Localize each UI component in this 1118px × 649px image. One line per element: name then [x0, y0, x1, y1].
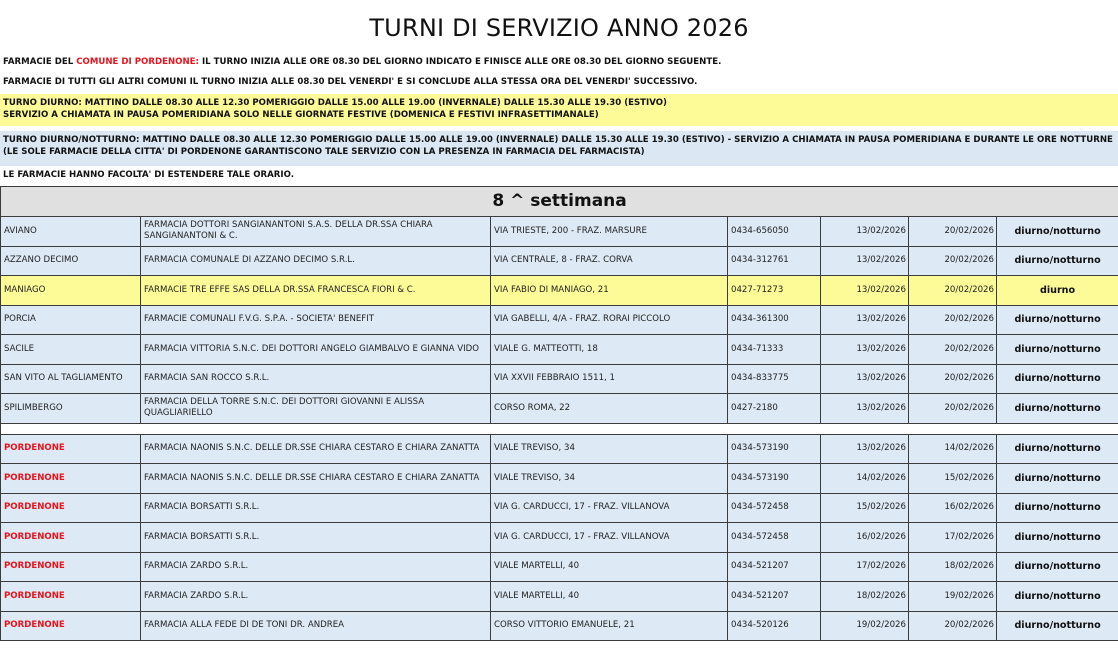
shift-type-cell: diurno/notturno [997, 523, 1118, 553]
extend-hours-note: LE FARMACIE HANNO FACOLTA' DI ESTENDERE TALE ORARIO. [3, 170, 294, 180]
shift-type-cell: diurno/notturno [997, 217, 1118, 247]
end-date-cell: 20/02/2026 [909, 364, 997, 394]
pordenone-shift-row [1, 434, 1118, 464]
diurno-legend-line2: SERVIZIO A CHIAMATA IN PAUSA POMERIDIANA SOLO NELLE GIORNATE FESTIVE (DOMENICA E FESTIVI INFRASETTIMANALE) [3, 110, 599, 120]
pharmacy-name-cell: FARMACIE COMUNALI F.V.G. S.P.A. - SOCIETA' BENEFIT [141, 305, 491, 335]
week-label: 8 ^ settimana [1, 187, 1118, 217]
phone-cell: 0434-520126 [728, 611, 821, 641]
spacer-cell [1, 423, 1118, 434]
end-date-cell: 20/02/2026 [909, 276, 997, 306]
phone-cell: 0434-71333 [728, 335, 821, 365]
start-date-cell: 13/02/2026 [821, 335, 909, 365]
pordenone-schedule-note [3, 57, 721, 67]
notturno-legend-line1: TURNO DIURNO/NOTTURNO: MATTINO DALLE 08.30 ALLE 12.30 POMERIGGIO DALLE 15.00 ALLE 19.00 (INVERNALE) DALLE 15.30 ALLE 19.30 (ESTIVO) - SERVIZIO A CHIAMATA IN PAUSA POMERIDIANA E DURANTE LE ORE NOTTURNE [3, 135, 1113, 145]
address-cell: VIALE MARTELLI, 40 [491, 582, 728, 612]
address-cell: VIA TRIESTE, 200 - FRAZ. MARSURE [491, 217, 728, 247]
start-date-cell: 13/02/2026 [821, 364, 909, 394]
section-spacer-row [1, 423, 1118, 434]
town-shift-row [1, 364, 1118, 394]
phone-cell: 0434-312761 [728, 246, 821, 276]
pharmacy-name-cell: FARMACIE TRE EFFE SAS DELLA DR.SSA FRANCESCA FIORI & C. [141, 276, 491, 306]
comune-cell: PORDENONE [1, 434, 141, 464]
address-cell: VIA GABELLI, 4/A - FRAZ. RORAI PICCOLO [491, 305, 728, 335]
shift-type-cell: diurno/notturno [997, 552, 1118, 582]
comune-cell: PORCIA [1, 305, 141, 335]
shift-type-cell: diurno/notturno [997, 611, 1118, 641]
pharmacy-name-cell: FARMACIA BORSATTI S.R.L. [141, 523, 491, 553]
phone-cell: 0427-71273 [728, 276, 821, 306]
shift-type-cell: diurno/notturno [997, 493, 1118, 523]
comune-cell: AZZANO DECIMO [1, 246, 141, 276]
pordenone-shift-row [1, 582, 1118, 612]
end-date-cell: 20/02/2026 [909, 246, 997, 276]
shift-type-cell: diurno/notturno [997, 434, 1118, 464]
end-date-cell: 16/02/2026 [909, 493, 997, 523]
phone-cell: 0434-572458 [728, 493, 821, 523]
shifts-table [0, 186, 1118, 641]
shift-type-cell: diurno/notturno [997, 394, 1118, 424]
start-date-cell: 13/02/2026 [821, 394, 909, 424]
start-date-cell: 16/02/2026 [821, 523, 909, 553]
start-date-cell: 19/02/2026 [821, 611, 909, 641]
start-date-cell: 13/02/2026 [821, 217, 909, 247]
end-date-cell: 14/02/2026 [909, 434, 997, 464]
phone-cell: 0434-361300 [728, 305, 821, 335]
week-header-row [1, 187, 1118, 217]
comune-cell: MANIAGO [1, 276, 141, 306]
notturno-legend-line2: (LE SOLE FARMACIE DELLA CITTA' DI PORDENONE GARANTISCONO TALE SERVIZIO CON LA PRESENZA IN FARMACIA DEL FARMACISTA) [3, 147, 645, 157]
pordenone-shift-row [1, 523, 1118, 553]
end-date-cell: 20/02/2026 [909, 305, 997, 335]
comune-cell: PORDENONE [1, 493, 141, 523]
phone-cell: 0434-833775 [728, 364, 821, 394]
pordenone-shift-row [1, 552, 1118, 582]
town-shift-row [1, 335, 1118, 365]
address-cell: VIA G. CARDUCCI, 17 - FRAZ. VILLANOVA [491, 523, 728, 553]
start-date-cell: 13/02/2026 [821, 246, 909, 276]
phone-cell: 0434-521207 [728, 582, 821, 612]
town-shift-row [1, 246, 1118, 276]
diurno-legend [0, 94, 1118, 126]
phone-cell: 0434-573190 [728, 464, 821, 494]
pordenone-shift-row [1, 611, 1118, 641]
start-date-cell: 13/02/2026 [821, 276, 909, 306]
comune-cell: SAN VITO AL TAGLIAMENTO [1, 364, 141, 394]
end-date-cell: 20/02/2026 [909, 394, 997, 424]
address-cell: VIA CENTRALE, 8 - FRAZ. CORVA [491, 246, 728, 276]
pharmacy-name-cell: FARMACIA VITTORIA S.N.C. DEI DOTTORI ANGELO GIAMBALVO E GIANNA VIDO [141, 335, 491, 365]
pharmacy-name-cell: FARMACIA ZARDO S.R.L. [141, 552, 491, 582]
other-towns-schedule-note: FARMACIE DI TUTTI GLI ALTRI COMUNI IL TURNO INIZIA ALLE 08.30 DEL VENERDI' E SI CONCLUDE ALLA STESSA ORA DEL VENERDI' SUCCESSIVO. [3, 77, 698, 87]
address-cell: VIALE MARTELLI, 40 [491, 552, 728, 582]
address-cell: VIALE TREVISO, 34 [491, 434, 728, 464]
shift-type-cell: diurno/notturno [997, 464, 1118, 494]
start-date-cell: 13/02/2026 [821, 434, 909, 464]
pharmacy-name-cell: FARMACIA DELLA TORRE S.N.C. DEI DOTTORI GIOVANNI E ALISSA QUAGLIARIELLO [141, 394, 491, 424]
address-cell: VIALE G. MATTEOTTI, 18 [491, 335, 728, 365]
pharmacy-name-cell: FARMACIA NAONIS S.N.C. DELLE DR.SSE CHIARA CESTARO E CHIARA ZANATTA [141, 434, 491, 464]
end-date-cell: 20/02/2026 [909, 335, 997, 365]
comune-cell: PORDENONE [1, 523, 141, 553]
diurno-legend-line1: TURNO DIURNO: MATTINO DALLE 08.30 ALLE 12.30 POMERIGGIO DALLE 15.00 ALLE 19.00 (INVERNALE) DALLE 15.30 ALLE 19.30 (ESTIVO) [3, 98, 667, 108]
end-date-cell: 20/02/2026 [909, 611, 997, 641]
address-cell: CORSO VITTORIO EMANUELE, 21 [491, 611, 728, 641]
pharmacy-name-cell: FARMACIA COMUNALE DI AZZANO DECIMO S.R.L. [141, 246, 491, 276]
shift-type-cell: diurno/notturno [997, 246, 1118, 276]
address-cell: VIALE TREVISO, 34 [491, 464, 728, 494]
start-date-cell: 14/02/2026 [821, 464, 909, 494]
end-date-cell: 18/02/2026 [909, 552, 997, 582]
comune-cell: PORDENONE [1, 582, 141, 612]
town-shift-row [1, 217, 1118, 247]
shift-type-cell: diurno [997, 276, 1118, 306]
comune-cell: PORDENONE [1, 552, 141, 582]
pharmacy-name-cell: FARMACIA ZARDO S.R.L. [141, 582, 491, 612]
comune-cell: PORDENONE [1, 611, 141, 641]
shift-type-cell: diurno/notturno [997, 364, 1118, 394]
address-cell: CORSO ROMA, 22 [491, 394, 728, 424]
shift-type-cell: diurno/notturno [997, 582, 1118, 612]
end-date-cell: 20/02/2026 [909, 217, 997, 247]
comune-cell: AVIANO [1, 217, 141, 247]
address-cell: VIA XXVII FEBBRAIO 1511, 1 [491, 364, 728, 394]
shift-type-cell: diurno/notturno [997, 305, 1118, 335]
town-shift-row [1, 305, 1118, 335]
pharmacy-name-cell: FARMACIA BORSATTI S.R.L. [141, 493, 491, 523]
page-title: TURNI DI SERVIZIO ANNO 2026 [369, 14, 749, 42]
town-shift-row [1, 394, 1118, 424]
phone-cell: 0434-656050 [728, 217, 821, 247]
shift-type-cell: diurno/notturno [997, 335, 1118, 365]
pordenone-shift-row [1, 493, 1118, 523]
pordenone-highlight: COMUNE DI PORDENONE: [76, 57, 199, 67]
pharmacy-name-cell: FARMACIA DOTTORI SANGIANANTONI S.A.S. DELLA DR.SSA CHIARA SANGIANANTONI & C. [141, 217, 491, 247]
comune-cell: SACILE [1, 335, 141, 365]
phone-cell: 0434-573190 [728, 434, 821, 464]
pharmacy-name-cell: FARMACIA NAONIS S.N.C. DELLE DR.SSE CHIARA CESTARO E CHIARA ZANATTA [141, 464, 491, 494]
start-date-cell: 13/02/2026 [821, 305, 909, 335]
comune-cell: SPILIMBERGO [1, 394, 141, 424]
pharmacy-name-cell: FARMACIA ALLA FEDE DI DE TONI DR. ANDREA [141, 611, 491, 641]
end-date-cell: 15/02/2026 [909, 464, 997, 494]
phone-cell: 0434-521207 [728, 552, 821, 582]
end-date-cell: 19/02/2026 [909, 582, 997, 612]
address-cell: VIA G. CARDUCCI, 17 - FRAZ. VILLANOVA [491, 493, 728, 523]
phone-cell: 0434-572458 [728, 523, 821, 553]
diurno-notturno-legend [0, 131, 1118, 166]
note-prefix: FARMACIE DEL [3, 57, 77, 67]
end-date-cell: 17/02/2026 [909, 523, 997, 553]
comune-cell: PORDENONE [1, 464, 141, 494]
note-suffix: IL TURNO INIZIA ALLE ORE 08.30 DEL GIORNO INDICATO E FINISCE ALLE ORE 08.30 DEL GIORNO SEGUENTE. [198, 57, 722, 67]
pordenone-shift-row [1, 464, 1118, 494]
town-shift-row [1, 276, 1118, 306]
pharmacy-name-cell: FARMACIA SAN ROCCO S.R.L. [141, 364, 491, 394]
phone-cell: 0427-2180 [728, 394, 821, 424]
start-date-cell: 18/02/2026 [821, 582, 909, 612]
start-date-cell: 15/02/2026 [821, 493, 909, 523]
start-date-cell: 17/02/2026 [821, 552, 909, 582]
address-cell: VIA FABIO DI MANIAGO, 21 [491, 276, 728, 306]
